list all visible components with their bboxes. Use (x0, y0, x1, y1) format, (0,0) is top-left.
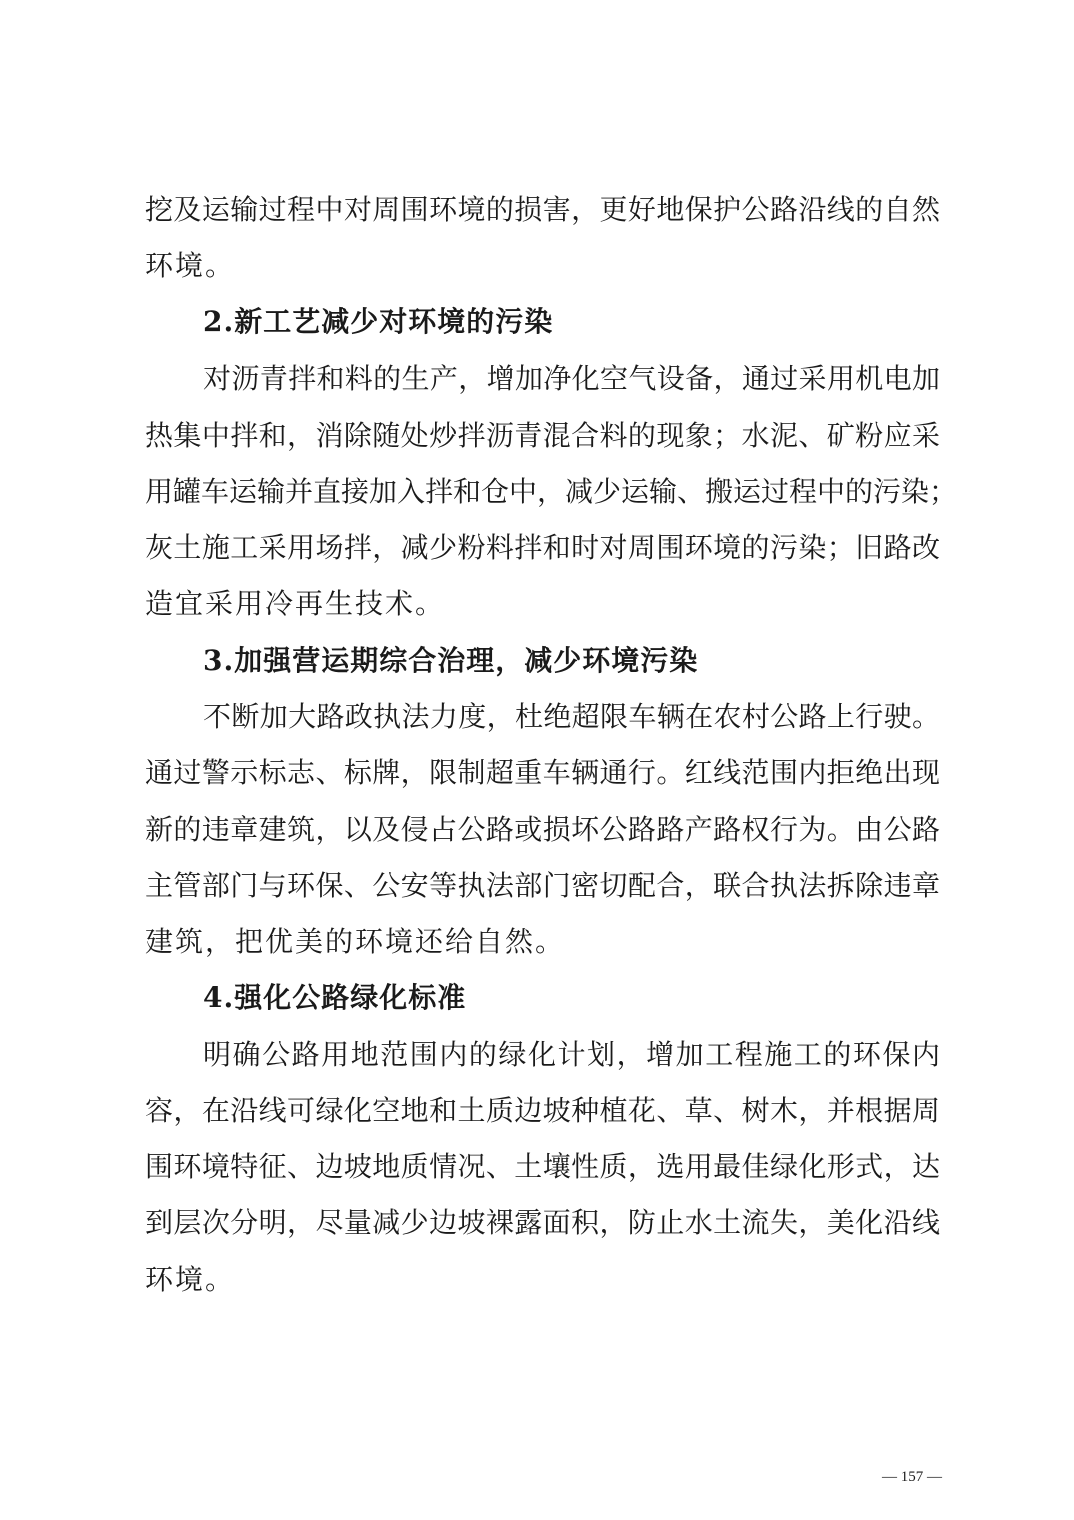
section-heading-4: 4.强化公路绿化标准 (203, 981, 467, 1014)
paragraph-line: 环境。 (145, 1263, 236, 1296)
paragraph-line: 围环境特征、边坡地质情况、土壤性质，选用最佳绿化形式，达 (145, 1150, 940, 1183)
paragraph-line: 用罐车运输并直接加入拌和仓中，减少运输、搬运过程中的污染； (145, 475, 958, 508)
paragraph-line: 通过警示标志、标牌，限制超重车辆通行。红线范围内拒绝出现 (145, 756, 940, 789)
section-heading-3: 3.加强营运期综合治理，减少环境污染 (203, 644, 699, 677)
paragraph-line: 热集中拌和，消除随处炒拌沥青混合料的现象；水泥、矿粉应采 (145, 419, 940, 452)
paragraph-line: 环境。 (145, 249, 236, 282)
paragraph-line: 灰土施工采用场拌，减少粉料拌和时对周围环境的污染；旧路改 (145, 531, 940, 564)
paragraph-line: 到层次分明，尽量减少边坡裸露面积，防止水土流失，美化沿线 (145, 1206, 940, 1239)
section-heading-2: 2.新工艺减少对环境的污染 (203, 305, 554, 338)
paragraph-line: 不断加大路政执法力度，杜绝超限车辆在农村公路上行驶。 (203, 700, 940, 733)
paragraph-line: 明确公路用地范围内的绿化计划，增加工程施工的环保内 (203, 1038, 940, 1071)
page-number: — 157 — (882, 1469, 942, 1485)
paragraph-line: 对沥青拌和料的生产，增加净化空气设备，通过采用机电加 (203, 362, 940, 395)
paragraph-line: 新的违章建筑，以及侵占公路或损坏公路路产路权行为。由公路 (145, 813, 940, 846)
paragraph-line: 挖及运输过程中对周围环境的损害，更好地保护公路沿线的自然 (145, 193, 940, 226)
paragraph-line: 容，在沿线可绿化空地和土质边坡种植花、草、树木，并根据周 (145, 1094, 940, 1127)
paragraph-line: 主管部门与环保、公安等执法部门密切配合，联合执法拆除违章 (145, 869, 940, 902)
paragraph-line: 建筑，把优美的环境还给自然。 (145, 925, 566, 958)
paragraph-line: 造宜采用冷再生技术。 (145, 587, 446, 620)
